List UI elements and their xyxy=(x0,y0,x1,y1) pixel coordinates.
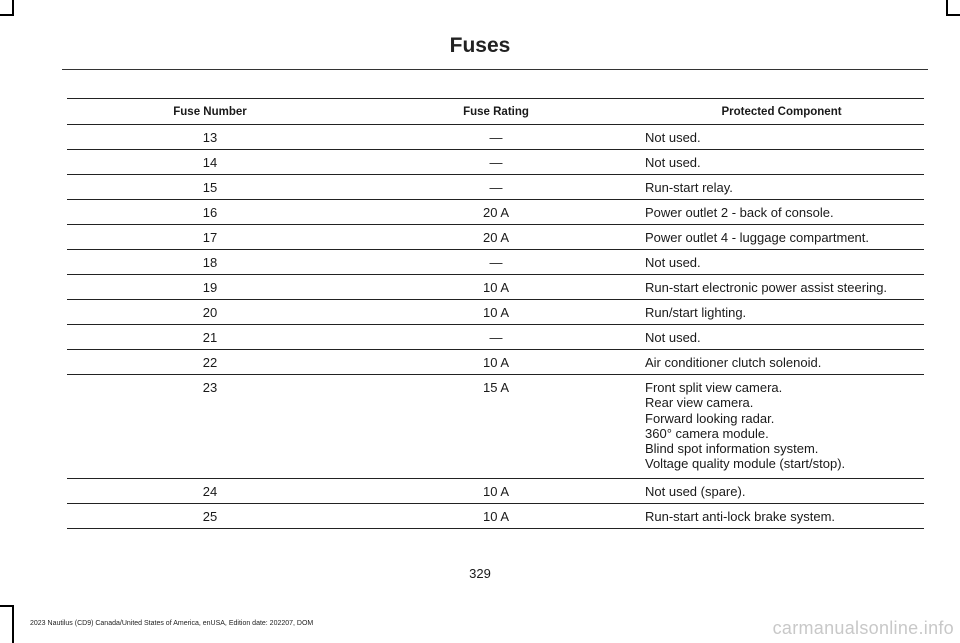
fuse-rating-cell: — xyxy=(353,250,639,275)
component-line: Blind spot information system. xyxy=(645,441,819,457)
table-row xyxy=(67,125,924,150)
fuse-number-cell: 17 xyxy=(67,225,353,250)
protected-component-cell xyxy=(639,325,924,350)
protected-component-cell xyxy=(639,479,924,504)
table-row xyxy=(67,479,924,504)
fuse-rating-cell: — xyxy=(353,325,639,350)
column-header-fuse-number: Fuse Number xyxy=(67,99,353,125)
fuse-rating-cell: 15 A xyxy=(353,375,639,479)
crop-mark xyxy=(0,14,14,16)
fuse-number-cell: 18 xyxy=(67,250,353,275)
fuse-number-cell: 15 xyxy=(67,175,353,200)
table-header-row xyxy=(67,99,924,125)
table-row xyxy=(67,200,924,225)
fuse-number-cell: 21 xyxy=(67,325,353,350)
table-row xyxy=(67,250,924,275)
component-line: Not used (spare). xyxy=(645,484,746,499)
component-line: Power outlet 2 - back of console. xyxy=(645,205,834,220)
page-title: Fuses xyxy=(449,34,511,57)
component-line: Rear view camera. xyxy=(645,395,754,411)
fuse-rating-cell: — xyxy=(353,125,639,150)
component-line: Power outlet 4 - luggage compartment. xyxy=(645,230,870,245)
table-row xyxy=(67,275,924,300)
protected-component-cell xyxy=(639,200,924,225)
component-line: Not used. xyxy=(645,130,701,145)
component-line: Run-start electronic power assist steering. xyxy=(645,280,888,295)
protected-component-cell xyxy=(639,125,924,150)
protected-component-cell xyxy=(639,275,924,300)
fuse-number-cell: 14 xyxy=(67,150,353,175)
component-line: Forward looking radar. xyxy=(645,410,775,426)
table-row xyxy=(67,300,924,325)
fuse-rating-cell: 10 A xyxy=(353,504,639,529)
crop-mark xyxy=(12,605,14,643)
column-header-fuse-rating: Fuse Rating xyxy=(353,99,639,125)
component-line: Run-start anti-lock brake system. xyxy=(645,509,836,524)
fuse-rating-cell: — xyxy=(353,150,639,175)
table-row xyxy=(67,150,924,175)
edition-footer: 2023 Nautilus (CD9) Canada/United States of America, enUSA, Edition date: 202207, DOM xyxy=(30,620,314,627)
column-header-protected-component: Protected Component xyxy=(639,99,924,125)
protected-component-cell xyxy=(639,250,924,275)
fuse-rating-cell: 10 A xyxy=(353,275,639,300)
protected-component-cell xyxy=(639,504,924,529)
component-line: Not used. xyxy=(645,255,701,270)
component-line: Not used. xyxy=(645,155,701,170)
fuse-rating-cell: 10 A xyxy=(353,300,639,325)
crop-mark xyxy=(0,605,14,607)
protected-component-cell xyxy=(639,225,924,250)
protected-component-cell xyxy=(639,150,924,175)
table-row xyxy=(67,350,924,375)
fuse-number-cell: 24 xyxy=(67,479,353,504)
protected-component-cell xyxy=(639,375,924,479)
table-row xyxy=(67,225,924,250)
fuse-rating-cell: 20 A xyxy=(353,225,639,250)
table-row xyxy=(67,375,924,479)
watermark: carmanualsonline.info xyxy=(772,618,954,638)
fuse-number-cell: 16 xyxy=(67,200,353,225)
component-line: 360° camera module. xyxy=(645,425,769,441)
fuse-rating-cell: 10 A xyxy=(353,479,639,504)
component-line: Voltage quality module (start/stop). xyxy=(645,456,846,472)
protected-component-cell xyxy=(639,175,924,200)
component-line: Front split view camera. xyxy=(645,380,783,395)
fuse-rating-cell: 20 A xyxy=(353,200,639,225)
table-row xyxy=(67,504,924,529)
component-line: Run-start relay. xyxy=(645,180,733,195)
protected-component-cell xyxy=(639,350,924,375)
fuse-number-cell: 13 xyxy=(67,125,353,150)
component-line: Not used. xyxy=(645,330,701,345)
fuse-table xyxy=(67,98,924,529)
component-line: Air conditioner clutch solenoid. xyxy=(645,355,822,370)
fuse-number-cell: 20 xyxy=(67,300,353,325)
fuse-rating-cell: 10 A xyxy=(353,350,639,375)
fuse-number-cell: 25 xyxy=(67,504,353,529)
fuse-table-body xyxy=(67,125,924,529)
protected-component-cell xyxy=(639,300,924,325)
page-number: 329 xyxy=(469,566,491,581)
crop-mark xyxy=(946,14,960,16)
fuse-rating-cell: — xyxy=(353,175,639,200)
table-row xyxy=(67,175,924,200)
title-divider xyxy=(62,69,928,70)
fuse-number-cell: 19 xyxy=(67,275,353,300)
fuse-number-cell: 23 xyxy=(67,375,353,479)
component-line: Run/start lighting. xyxy=(645,305,747,320)
fuse-number-cell: 22 xyxy=(67,350,353,375)
table-row xyxy=(67,325,924,350)
